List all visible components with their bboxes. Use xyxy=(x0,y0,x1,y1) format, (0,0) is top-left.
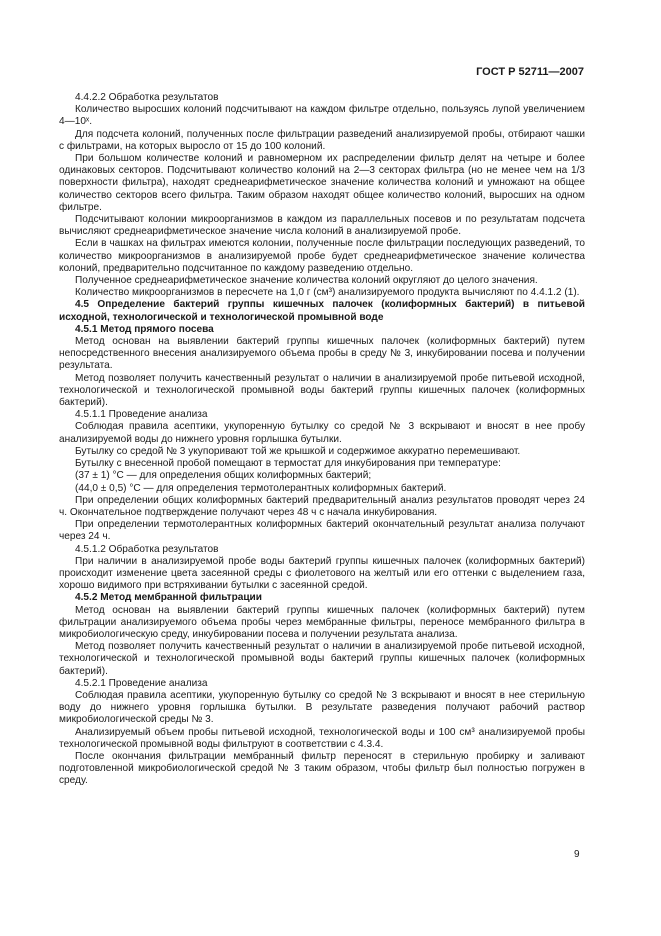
section-heading: 4.4.2.2 Обработка результатов xyxy=(75,92,219,103)
section-heading: 4.5.1.2 Обработка результатов xyxy=(75,543,219,555)
paragraph: После окончания фильтрации мембранный фильтр переносят в стерильную пробирку и заливают подготовленной микробиологической средой № 3 таким образом, чтобы фильтр был полностью погружен в среду. xyxy=(59,750,585,787)
paragraph: Соблюдая правила асептики, укупоренную бутылку со средой № 3 вскрывают и вносят в нее стерильную воду до нижнего уровня горлышка бутылки. В результате разведения получают рабочий раствор микробиологической среды № 3. xyxy=(59,689,585,726)
section-heading: 4.5.1 Метод прямого посева xyxy=(75,323,214,335)
paragraph: При большом количестве колоний и равномерном их распределении фильтр делят на четыре и более одинаковых секторов. Подсчитывают количество колоний на 2—3 секторах фильтра (но не менее чем на 1/3 поверхности фильтра), находят среднеарифметическое значение количества колоний и умножают на общее количество секторов всего фильтра. Таким образом находят общее количество колоний, выросших на одном фильтре. xyxy=(59,153,585,213)
section-heading: 4.5.2 Метод мембранной фильтрации xyxy=(75,592,262,604)
document-body xyxy=(59,92,585,788)
section-heading: 4.5.1.1 Проведение анализа xyxy=(75,409,208,421)
paragraph: Анализируемый объем пробы питьевой исходной, технологической воды и 100 см³ анализируемой пробы технологической промывной воды фильтруют в соответствии с 4.3.4. xyxy=(59,726,585,750)
paragraph: Подсчитывают колонии микроорганизмов в каждом из параллельных посевов и по результатам подсчета вычисляют среднеарифметическое значение числа колоний в анализируемой пробе. xyxy=(59,214,585,238)
document-header: ГОСТ Р 52711—2007 xyxy=(476,66,584,78)
paragraph: Полученное среднеарифметическое значение количества колоний округляют до целого значения. xyxy=(75,275,538,287)
paragraph: Количество микроорганизмов в пересчете на 1,0 г (см³) анализируемого продукта вычисляют по 4.4.1.2 (1). xyxy=(75,287,580,299)
paragraph: При определении термотолерантных колиформных бактерий окончательный результат анализа получают через 24 ч. xyxy=(59,519,585,543)
paragraph: Соблюдая правила асептики, укупоренную бутылку со средой № 3 вскрывают и вносят в нее пробу анализируемой воды до нижнего уровня горлышка бутылки. xyxy=(59,421,585,445)
paragraph: Бутылку с внесенной пробой помещают в термостат для инкубирования при температуре: xyxy=(75,458,501,470)
paragraph: Метод основан на выявлении бактерий группы кишечных палочек (колиформных бактерий) путем непосредственного внесения анализируемого объема пробы в среду № 3, инкубировании посева и получении результата. xyxy=(59,336,585,372)
paragraph: При определении общих колиформных бактерий предварительный анализ результатов проводят через 24 ч. Окончательное подтверждение получают через 48 ч с начала инкубирования. xyxy=(59,494,585,518)
paragraph: Для подсчета колоний, полученных после фильтрации разведений анализируемой пробы, отбирают чашки с фильтрами, на которых выросло от 15 до 100 колоний. xyxy=(59,128,585,152)
section-heading: 4.5.2.1 Проведение анализа xyxy=(75,677,208,689)
section-heading: 4.5 Определение бактерий группы кишечных палочек (колиформных бактерий) в питьевой исходной, технологической и технологической промывной воде xyxy=(59,299,585,323)
paragraph: Метод позволяет получить качественный результат о наличии в анализируемой пробе питьевой исходной, технологической и технологической промывной воды бактерий группы кишечных палочек (колиформных бактерий). xyxy=(59,372,585,409)
page-number: 9 xyxy=(574,849,580,860)
paragraph: Если в чашках на фильтрах имеются колонии, полученные после фильтрации последующих разведений, то количество микроорганизмов в анализируемой пробе будет среднеарифметическое значение количества колоний, предварительно подсчитанное по каждому разведению отдельно. xyxy=(59,238,585,274)
paragraph: (37 ± 1) °С — для определения общих колиформных бактерий; xyxy=(75,470,372,482)
paragraph: Метод основан на выявлении бактерий группы кишечных палочек (колиформных бактерий) путем фильтрации анализируемого объема пробы через мембранные фильтры, переносе мембранного фильтра в микробиологическую среду, инкубировании посева и получении результата анализа. xyxy=(59,604,585,640)
paragraph: Количество выросших колоний подсчитывают на каждом фильтре отдельно, пользуясь лупой увеличением 4—10ˣ. xyxy=(59,104,585,128)
paragraph: При наличии в анализируемой пробе воды бактерий группы кишечных палочек (колиформных бактерий) происходит изменение цвета засеянной среды с фиолетового на желтый или его оттенки с выделением газа, хорошо видимого при встряхивании бутылки с засеянной средой. xyxy=(59,555,585,592)
paragraph: (44,0 ± 0,5) °С — для определения термотолерантных колиформных бактерий. xyxy=(75,482,447,494)
paragraph: Метод позволяет получить качественный результат о наличии в анализируемой пробе питьевой исходной, технологической и технологической промывной воды бактерий группы кишечных палочек (колиформных бактерий). xyxy=(59,641,585,677)
paragraph: Бутылку со средой № 3 укупоривают той же крышкой и содержимое аккуратно перемешивают. xyxy=(75,445,521,457)
